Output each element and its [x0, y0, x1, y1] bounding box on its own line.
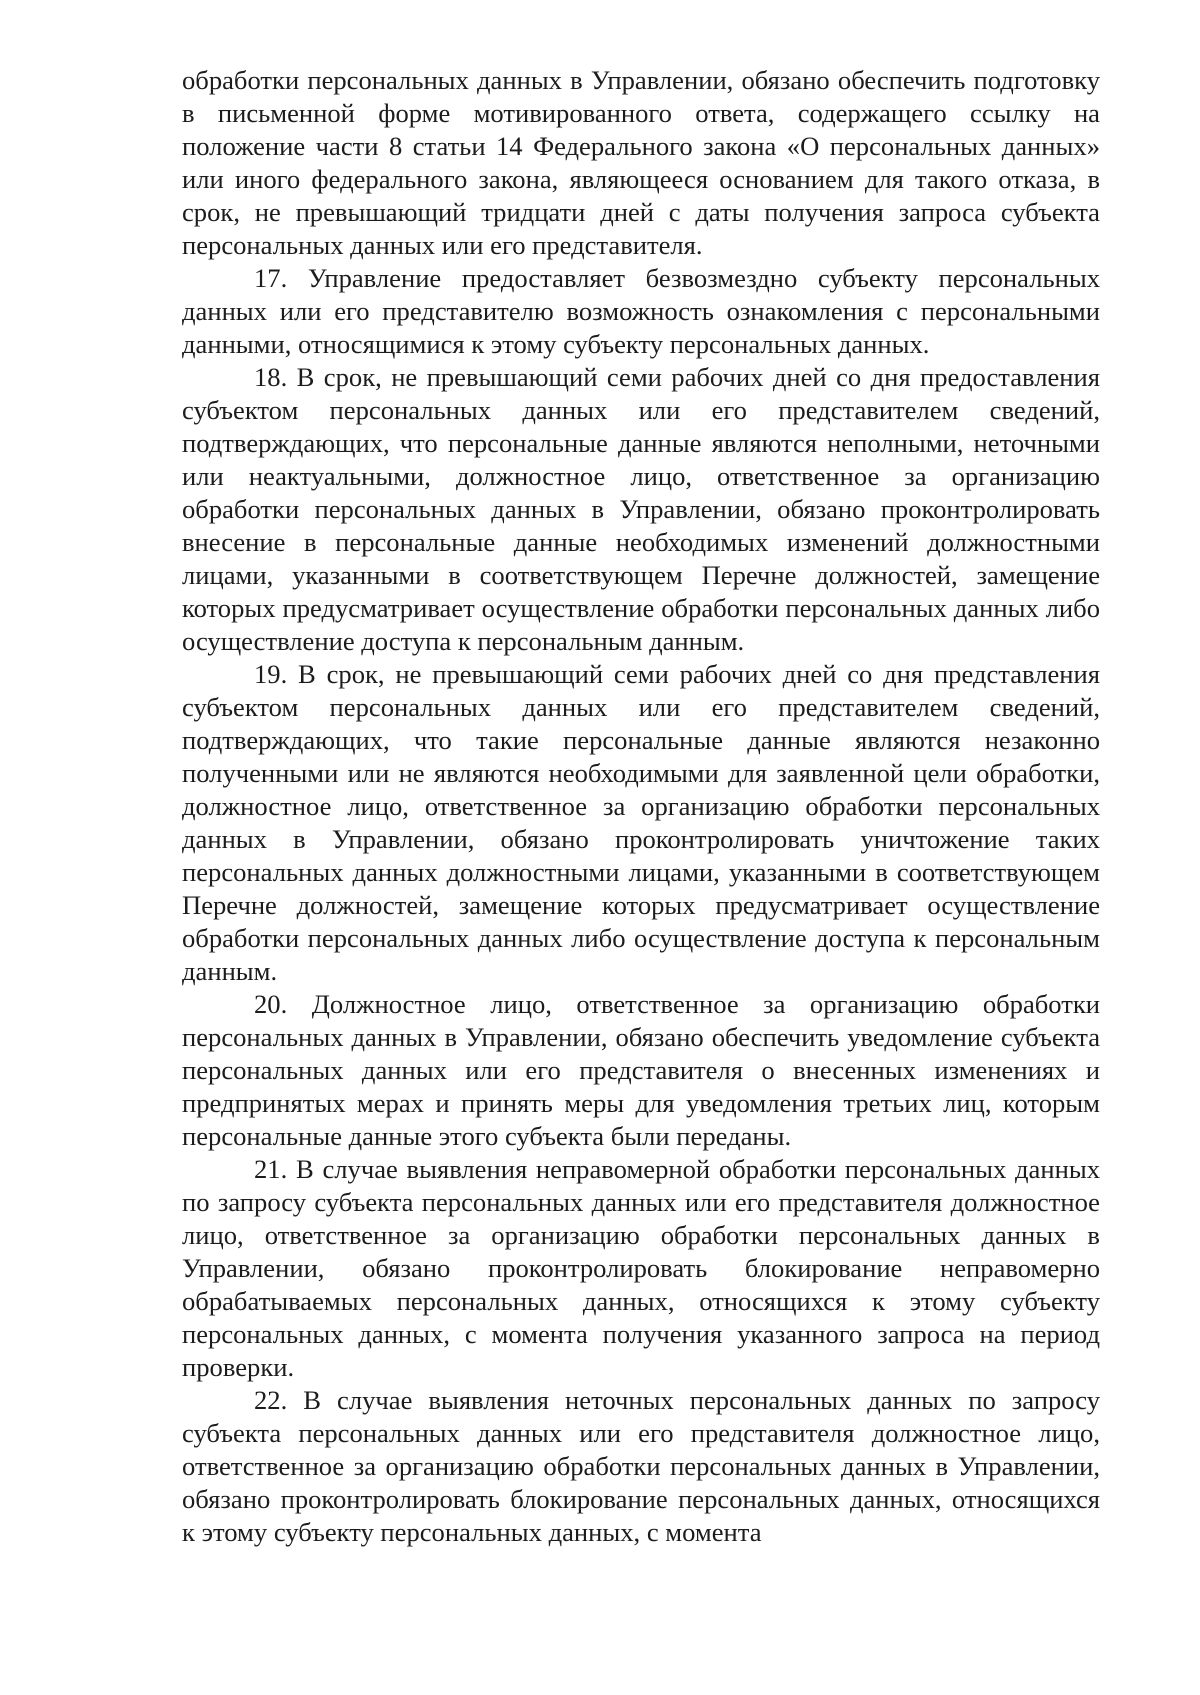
- paragraph-18: 18. В срок, не превышающий семи рабочих дней со дня предоставления субъектом персональных данных или его представителем сведений, подтверждающих, что персональные данные являются неполными, неточными или неактуальными, должностное лицо, ответственное за организацию обработки персональных данных в Управлении, обязано проконтролировать внесение в персональные данные необходимых изменений должностными лицами, указанными в соответствующем Перечне должностей, замещение которых предусматривает осуществление обработки персональных данных либо осуществление доступа к персональным данным.: [182, 362, 1100, 656]
- paragraph-19: 19. В срок, не превышающий семи рабочих дней со дня представления субъектом персональных данных или его представителем сведений, подтверждающих, что такие персональные данные являются незаконно полученными или не являются необходимыми для заявленной цели обработки, должностное лицо, ответственное за организацию обработки персональных данных в Управлении, обязано проконтролировать уничтожение таких персональных данных должностными лицами, указанными в соответствующем Перечне должностей, замещение которых предусматривает осуществление обработки персональных данных либо осуществление доступа к персональным данным.: [182, 659, 1100, 986]
- paragraph-continuation: обработки персональных данных в Управлении, обязано обеспечить подготовку в письменной форме мотивированного ответа, содержащего ссылку на положение части 8 статьи 14 Федерального закона «О персональных данных» или иного федерального закона, являющееся основанием для такого отказа, в срок, не превышающий тридцати дней с даты получения запроса субъекта персональных данных или его представителя.: [182, 65, 1100, 260]
- paragraph-22: 22. В случае выявления неточных персональных данных по запросу субъекта персональных данных или его представителя должностное лицо, ответственное за организацию обработки персональных данных в Управлении, обязано проконтролировать блокирование персональных данных, относящихся к этому субъекту персональных данных, с момента: [182, 1385, 1100, 1547]
- paragraph-17: 17. Управление предоставляет безвозмездно субъекту персональных данных или его представителю возможность ознакомления с персональными данными, относящимися к этому субъекту персональных данных.: [182, 263, 1100, 359]
- paragraph-21: 21. В случае выявления неправомерной обработки персональных данных по запросу субъекта персональных данных или его представителя должностное лицо, ответственное за организацию обработки персональных данных в Управлении, обязано проконтролировать блокирование неправомерно обрабатываемых персональных данных, относящихся к этому субъекту персональных данных, с момента получения указанного запроса на период проверки.: [182, 1154, 1100, 1382]
- paragraph-20: 20. Должностное лицо, ответственное за организацию обработки персональных данных в Управлении, обязано обеспечить уведомление субъекта персональных данных или его представителя о внесенных изменениях и предпринятых мерах и принять меры для уведомления третьих лиц, которым персональные данные этого субъекта были переданы.: [182, 989, 1100, 1151]
- document-page: [182, 64, 1100, 1549]
